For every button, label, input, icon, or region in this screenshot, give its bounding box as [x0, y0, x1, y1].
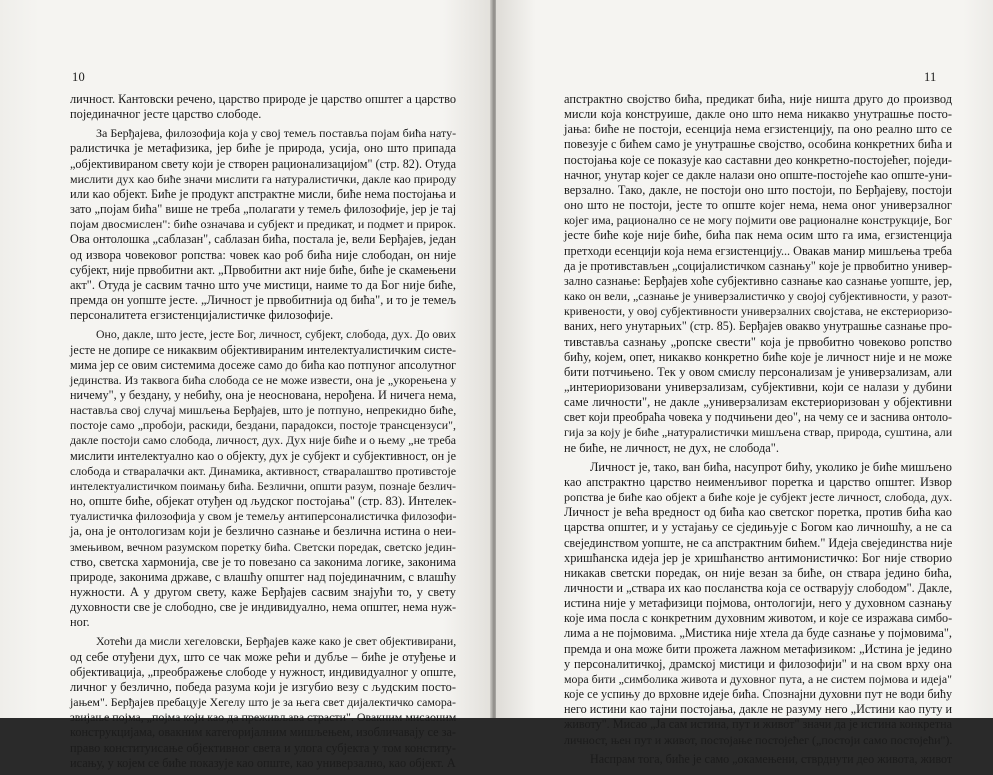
text-line: гија за коју је биће „натуралистички мишљена ствар, природа, суштина, али: [564, 425, 953, 440]
text-line: којег има, рационално се не могу појмити ове рационалне конструкције, Бог: [564, 213, 952, 228]
right-page: [496, 0, 993, 766]
text-line: свејединством уопште, не са апстрактним бићем." Идеја свејединства није: [564, 535, 953, 550]
text-line: зато „појам бића" више не треба „полагати у темељ филозофије, јер је тај: [70, 202, 457, 217]
text-line: јесте биће које није биће, бића пак нема осим што га има, егзистенција: [564, 228, 953, 243]
text-line: личности и „ствара их као посланства која се остварују слободом". Дакле,: [564, 581, 953, 595]
text-line: свет који преобраћа човека у подчињени део", на чему се и заснива онтоло-: [564, 410, 953, 425]
text-line: као апстрактно царство неименљивог поретка и царство општег. Извор: [564, 474, 952, 489]
text-line: ја, она је онтологизам који је безлично сазнање и безлична истина о неи-: [70, 524, 457, 539]
text-line: конструкцијама, овакним категоријалним мишљењем, изобличавају се за-: [70, 725, 456, 740]
text-line: појам двосмислен": биће означава и субјект и предикат, и подмет и прирок.: [70, 217, 456, 232]
text-line: претходи есенцији која нема егзистенцију... Овакав манир мишљења треба: [564, 243, 953, 258]
text-line: Личност је већа вредност од бића као светског поретка, против бића као: [564, 505, 952, 520]
text-line: истина није у метафизици појмова, онтологији, него у духовном сазнању: [564, 596, 952, 611]
page-number-left: 10: [72, 70, 85, 84]
text-line: у персоналитичкој, драмској мистици и филозофији" и на свом врху она: [564, 656, 952, 671]
paragraph: [70, 92, 456, 122]
text-line: нужности. А у другом свету, каже Берђајев сасвим знајући то, у свету: [70, 585, 456, 599]
text-line: право конституисање објективног света и улога субјекта у том конститу-: [70, 740, 456, 755]
left-page: [0, 0, 492, 770]
text-line: зално сазнање: Берђајев хоће субјективно сазнање као сазнање уопште, јер,: [564, 273, 953, 288]
paragraph: [70, 126, 456, 323]
text-line: бићу, којем, опет, никакво конкретно биће које је личност није и не може: [564, 349, 952, 364]
text-line: постојања које се показује као саставни део конкретно-постојећег, поједи-: [564, 152, 952, 167]
text-line: од извора човековог ропства: човек као роб бића није слободан, он није: [70, 247, 457, 262]
text-line: царства општег, и у устајању се сједињује с Богом као личношћу, а не са: [564, 520, 952, 535]
text-line: персоналитета егзистенцијалистичке филозофије.: [70, 308, 334, 323]
text-line: акт". Отуда је сасвим тачно што уче мистици, наиме то да Бог није биће,: [70, 277, 456, 292]
text-line: оно што не постоји, јесте то опште којег нема, нема оног универзалног: [564, 198, 952, 213]
paragraph: [70, 327, 456, 630]
text-line: интелектуалистичком поимању бића. Безлични, општи разум, познаје безлич-: [70, 479, 456, 493]
text-line: субјект, није првобитни акт. „Првобитни акт није биће, биће је скамењени: [70, 262, 457, 277]
text-line: саме личности", не дакле „универзализам екстериоризован у објективни: [564, 395, 952, 410]
text-line: лима а не појмовима. „Мистика није хтела да буде сазнање у појмовима",: [564, 626, 952, 641]
paragraph: [564, 752, 952, 767]
text-line: никакав светски поредак, он није везан за биће, он ствара једино бића,: [564, 565, 952, 580]
text-line: појединачног јесте царство слободе.: [70, 107, 262, 122]
text-line: „интериоризовани универзализам, субјективни, који се налази у дубини: [564, 379, 953, 394]
text-line: које се успињу до врховне идеје бића. Спознајни духовни пут не води бићу: [564, 687, 953, 702]
text-line: апстрактно својство бића, предикат бића, није ништа друго до производ: [564, 92, 952, 106]
text-line: јесте не допире се никаквим објективираним интелектуалистичким систе-: [70, 342, 457, 357]
text-line: које има посла с конкретним духовним животом, и које се изражава симбо-: [564, 611, 953, 626]
text-line: објективација, „преображење слободе у нужност, индивидуалног у опште,: [70, 664, 457, 679]
text-line: звијање појма, „појма који као да преживљава страсти". Овакним мисаоним: [70, 710, 457, 725]
text-line: Ова онтолошка „саблазан", саблазан бића, постала је, вели Берђајев, један: [70, 232, 457, 247]
text-line: мислити дух као биће значи мислити га натуралистички, дакле као природу: [70, 171, 457, 186]
text-line: постоје само „пробоји, раскиди, бездани, парадокси, постоје трансцензуси",: [70, 418, 456, 433]
text-line: него истини као тајни постојања, дакле не разуму него „Истини као путу и: [564, 702, 952, 717]
text-line: исању, у којем се биће показује као опште, као универзално, као објект. А: [70, 755, 456, 770]
text-line: личност, њен пут и живот, постојање постојећег („постоји само постојећи").: [564, 732, 953, 747]
text-line: повезује с бићем само је унутрашње својство, особина конкретних бића и: [564, 137, 953, 152]
page-number-right: 11: [924, 70, 937, 84]
text-line: За Берђајева, филозофија која у свој темељ поставља појам бића нату-: [96, 126, 457, 141]
text-line: од себе отуђени дух, што се чак може рећи и дубље – биће је отуђење и: [70, 649, 457, 664]
text-line: духовности све је слободно, све је индивидуално, нема општег, нема нуж-: [70, 600, 457, 615]
text-line: туалистичка филозофија у свом је темељу антиперсоналистичка филозофи-: [70, 509, 457, 524]
text-line: наставља свој случај мишљења Берђајев, што је потпуно, непрекидно биће,: [70, 403, 457, 418]
text-line: како он вели, „сазнање је универзалистичко у својој субјективности, у разот-: [564, 289, 952, 304]
text-line: мора бити „симболика живота и духовног пута, а не систем појмова и идеја": [564, 671, 952, 686]
text-line: ралистичка је метафизика, јер биће је природа, усија, оно што припада: [70, 141, 457, 156]
text-line: мислити интелектуално као о објекту, дух је субјект и субјективност, он је: [70, 448, 456, 463]
text-line: Личност је, тако, ван бића, насупрот бићу, уколико је биће мишљено: [590, 459, 952, 474]
text-line: ног.: [70, 615, 90, 630]
text-line: ство, светска хармонија, све је то повезано са законима логике, законима: [70, 554, 456, 569]
text-line: ничему", у бездану, у небићу, она је неоснована, нерођена. И ничега нема,: [70, 387, 457, 402]
text-line: ропства је биће као објект а биће које је субјект јесте личност, слобода, дух.: [564, 490, 953, 505]
left-page-body: [70, 92, 456, 775]
text-line: личног у безлично, победа разума који је изгубио везу с људским посто-: [70, 679, 456, 694]
text-line: тивставља сазнању „ропске свести" која је првобитно човеково ропство: [564, 334, 952, 349]
text-line: јединства. Из таквога бића слобода се не може извести, она је „укорењена у: [70, 372, 457, 387]
text-line: дакле постоји само слобода, личност, дух. Дух није биће и о њему „не треба: [70, 433, 457, 448]
text-line: личност. Кантовски речено, царство природе је царство општег а царство: [70, 92, 457, 106]
text-line: природе, законима државе, с влашћу општег над појединачним, с влашћу: [70, 569, 457, 584]
text-line: Наспрам тога, биће је само „окамењени, стврднути део живота, живот: [590, 751, 953, 766]
text-line: змењивом, вечном разумском поретку бића. Светски поредак, светско једин-: [70, 539, 456, 554]
text-line: мима јер се овим системима досеже само до бића као потпуног апсолутног: [70, 357, 457, 372]
text-line: Оно, дакле, што јесте, јесте Бог, личност, субјект, слобода, дух. До ових: [96, 327, 456, 342]
paragraph: [564, 92, 952, 456]
text-line: начног, унутар којег се дакле налази оно опште-постојеће као опште-уни-: [564, 167, 953, 182]
text-line: или као објект. Биће је продукт апстрактне мисли, биће нема постојања и: [70, 186, 456, 201]
text-line: јањем". Берђајев пребацује Хегелу што је за њега свет дијалектичко саморa-: [70, 695, 456, 710]
text-line: „објективираном свету који је створен рационализацијом" (стр. 82). Отуда: [70, 156, 457, 171]
text-line: хришћанска идеја јер је хришћанство антимонистичко: Бог није створио: [564, 550, 953, 565]
text-line: верзално. Тако, дакле, не постоји оно што постоји, по Берђајеву, постоји: [564, 182, 952, 197]
paragraph: [564, 460, 952, 748]
text-line: не биће, не личност, не дух, не слобода".: [564, 440, 779, 455]
text-line: да је противстављен „социјалистичком сазнању" које је првобитно универ-: [564, 258, 952, 273]
text-line: Хотећи да мисли хегеловски, Берђајев каже како је свет објективирани,: [96, 634, 457, 649]
text-line: слобода и стваралачки акт. Динамика, активност, стваралаштво противстоје: [70, 463, 457, 478]
text-line: но, опште биће, објекат отуђен од људског постојања" (стр. 83). Интелек-: [70, 494, 457, 509]
text-line: ваних, него унутарњих" (стр. 85). Берђајев овакво унутрашње сазнање про-: [564, 319, 952, 334]
text-line: кривености, у овој субјективности универзалних својстава, не екстериоризо-: [564, 304, 953, 319]
text-line: јања: биће не постоји, есенција нема егзистенцију, па оно реално што се: [564, 122, 953, 137]
text-line: бити потчињено. Тек у овом смислу персонализам је универзализам, али: [564, 364, 952, 379]
text-line: животу". Мисао „Ја сам истина, пут и живот" значи да је истина конкретна: [564, 717, 952, 732]
text-line: премда он уопште јесте. „Личност је првобитнија од бића", и то је темељ: [70, 293, 456, 308]
text-line: мисли која конструише, дакле оно што нема никакво унутрашње посто-: [564, 107, 952, 122]
text-line: премда и она може бити прожета лажном метафизиком: „Истина је једино: [564, 641, 952, 656]
right-page-body: [564, 92, 952, 771]
paragraph: [70, 634, 456, 770]
